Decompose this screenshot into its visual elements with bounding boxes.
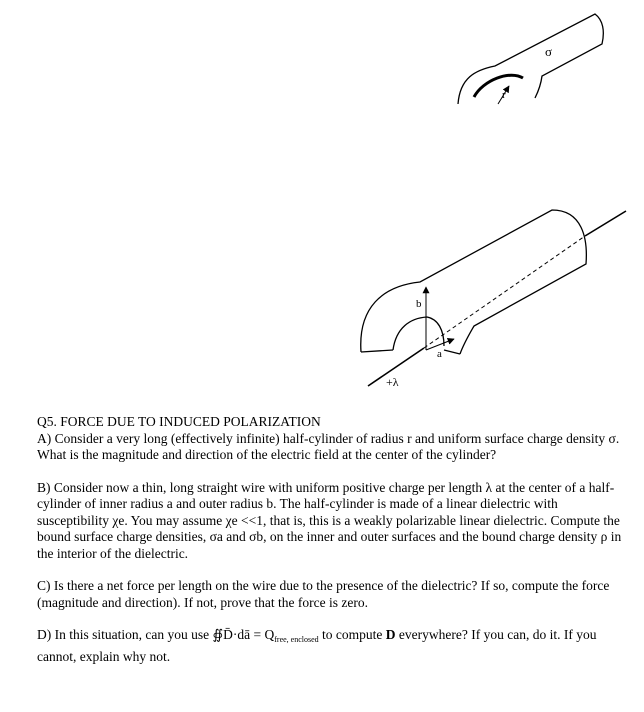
part-d-pre: D) In this situation, can you use ∯D̄·dā = Q (37, 627, 275, 642)
inner-surface-arc (393, 317, 444, 350)
sigma-label: σ (545, 44, 553, 59)
part-d (37, 627, 627, 665)
outer-surface-outline (361, 210, 587, 354)
part-d-post: everywhere? If you can, do it. If you cannot, explain why not. (37, 627, 597, 664)
part-d-mid: to compute (318, 627, 386, 642)
b-label: b (416, 298, 422, 310)
dielectric-half-cylinder-figure (361, 210, 626, 389)
lambda-label: +λ (386, 375, 399, 389)
base-right-line (444, 350, 460, 354)
question-title: Q5. FORCE DUE TO INDUCED POLARIZATION (37, 414, 321, 429)
half-cylinder-figure (458, 14, 603, 104)
base-left-line (361, 350, 393, 352)
part-d-bold: D (385, 627, 396, 642)
a-label: a (437, 348, 442, 360)
part-a: A) Consider a very long (effectively infinite) half-cylinder of radius r and uniform surface charge density σ. What is the magnitude and direction of the electric field at the center of the cylinder? (37, 430, 620, 462)
part-d-subscript: free, enclosed (274, 635, 319, 644)
part-c: C) Is there a net force per length on the wire due to the presence of the dielectric? If so, compute the force (magnitude and direction). If not, prove that the force is zero. (37, 578, 610, 610)
front-arc (474, 75, 523, 97)
r-label: r (502, 89, 506, 101)
part-b: B) Consider now a thin, long straight wire with uniform positive charge per length λ at the center of a half-cylinder of inner radius a and outer radius b. The half-cylinder is made of a linear dielectric with susceptibility χe. You may assume χe <<1, that is, this is a weakly polarizable linear dielectric. Compute the bound surface charge densities, σa and σb, on the inner and outer surfaces and the bound charge density ρ in the interior of the dielectric. (37, 479, 622, 561)
charged-wire-back (585, 211, 626, 236)
question-text (37, 414, 627, 665)
charged-wire-hidden (424, 236, 585, 348)
